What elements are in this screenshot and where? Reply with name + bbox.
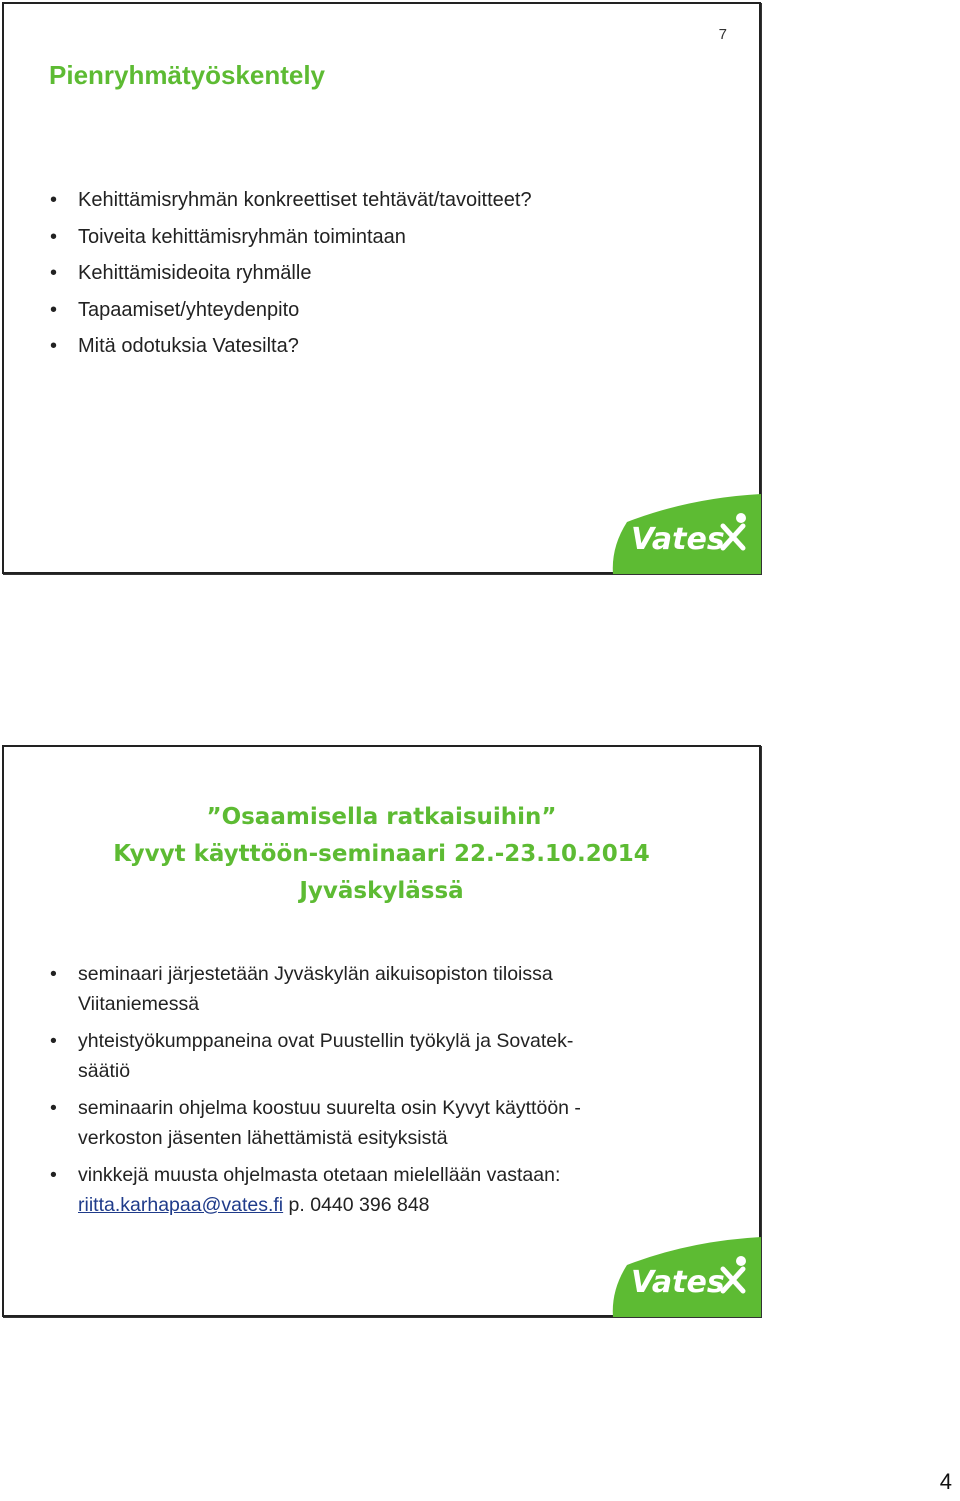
list-item: • Tapaamiset/yhteydenpito xyxy=(50,292,532,329)
list-item: • yhteistyökumppaneina ovat Puustellin työkylä ja Sovatek- säätiö xyxy=(50,1026,690,1086)
page-number: 4 xyxy=(939,1469,952,1494)
list-item: • Mitä odotuksia Vatesilta? xyxy=(50,328,532,365)
bullet-icon: • xyxy=(50,189,58,211)
slide-title: Pienryhmätyöskentely xyxy=(49,60,326,90)
bullet-icon: • xyxy=(50,1097,57,1119)
list-item: • seminaarin ohjelma koostuu suurelta osin Kyvyt käyttöön - verkoston jäsenten lähettämistä esityksistä xyxy=(50,1093,690,1153)
vates-logo-icon xyxy=(609,1235,761,1317)
bullet-icon: • xyxy=(50,262,58,285)
bullet-icon: • xyxy=(50,1030,57,1052)
list-item: • seminaari järjestetään Jyväskylän aikuisopiston tiloissa Viitaniemessä xyxy=(50,959,690,1019)
slide-2 xyxy=(2,745,761,1317)
svg-text:Vates: Vates xyxy=(631,522,725,557)
svg-text:Vates: Vates xyxy=(631,1265,725,1300)
bullet-icon: • xyxy=(50,963,57,985)
slide-1 xyxy=(2,2,761,574)
title-line: Jyväskylässä xyxy=(299,878,464,904)
bullet-icon: • xyxy=(50,335,58,358)
email-link[interactable]: riitta.karhapaa@vates.fi xyxy=(78,1194,284,1216)
bullet-icon: • xyxy=(50,225,58,248)
list-item: • Kehittämisryhmän konkreettiset tehtävät/tavoitteet? xyxy=(50,182,532,219)
bullet-icon: • xyxy=(50,298,58,321)
title-line: Kyvyt käyttöön-seminaari 22.-23.10.2014 xyxy=(113,841,650,867)
list-item: • Toiveita kehittämisryhmän toimintaan xyxy=(50,219,532,256)
vates-logo-icon xyxy=(609,492,761,574)
bullet-list xyxy=(50,959,690,1227)
list-item: • vinkkejä muusta ohjelmasta otetaan mielellään vastaan: riitta.karhapaa@vates.fi p. 0440 396 848 xyxy=(50,1160,690,1220)
list-item: • Kehittämisideoita ryhmälle xyxy=(50,255,532,292)
slide-title xyxy=(4,799,759,910)
bullet-list xyxy=(50,182,532,365)
slide-number: 7 xyxy=(718,26,727,43)
title-line: ”Osaamisella ratkaisuihin” xyxy=(206,804,557,830)
bullet-icon: • xyxy=(50,1164,57,1186)
